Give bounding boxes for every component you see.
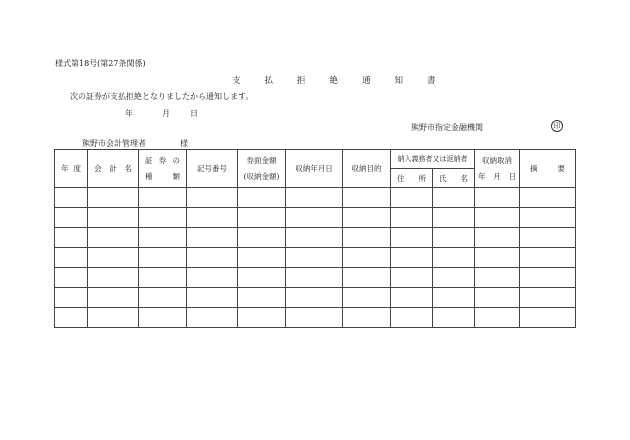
table-cell — [139, 248, 187, 268]
table-cell — [187, 228, 238, 248]
face-value-label: 券面金額 — [246, 156, 277, 165]
table-cell — [286, 308, 343, 328]
table-cell — [88, 188, 139, 208]
table-cell — [187, 248, 238, 268]
table-cell — [343, 288, 391, 308]
header-char: 名 — [124, 164, 132, 173]
table-cell — [433, 208, 475, 228]
table-cell — [475, 248, 520, 268]
seal-mark: 印 — [551, 120, 563, 132]
header-char: 氏 — [439, 173, 447, 183]
table-cell — [475, 268, 520, 288]
table-cell — [475, 208, 520, 228]
table-cell — [433, 228, 475, 248]
receipt-amount-label: (収納金額) — [243, 172, 280, 181]
header-payer: 納入義務者又は返納者 — [391, 150, 475, 169]
header-char: の — [172, 156, 180, 165]
table-cell — [391, 268, 433, 288]
table-cell — [433, 288, 475, 308]
table-cell — [187, 308, 238, 328]
issuer-name: 熊野市指定金融機関 — [411, 123, 483, 132]
table-cell — [520, 188, 576, 208]
recipient — [82, 138, 188, 149]
header-year — [55, 150, 88, 188]
table-cell — [343, 268, 391, 288]
table-row — [55, 248, 576, 268]
table-cell — [391, 248, 433, 268]
table-cell — [520, 208, 576, 228]
table-cell — [475, 308, 520, 328]
table-cell — [139, 208, 187, 228]
date-day-label: 日 — [190, 109, 198, 118]
table-cell — [433, 268, 475, 288]
table-row — [55, 308, 576, 328]
header-char: 要 — [557, 164, 565, 173]
document-title: 支払拒絶通知書 — [232, 76, 460, 86]
header-char: 年 — [478, 172, 486, 181]
header-char: 証 — [145, 156, 153, 165]
header-face-value — [238, 150, 286, 188]
table-cell — [238, 208, 286, 228]
table-cell — [391, 308, 433, 328]
table-cell — [187, 268, 238, 288]
header-payer-address — [391, 169, 433, 188]
table-cell — [433, 248, 475, 268]
table-cell — [187, 188, 238, 208]
header-account — [88, 150, 139, 188]
table-cell — [391, 208, 433, 228]
notice-table — [54, 149, 576, 328]
table-cell — [520, 288, 576, 308]
table-cell — [475, 228, 520, 248]
table-cell — [343, 308, 391, 328]
table-cell — [88, 228, 139, 248]
form-number: 様式第18号(第27条関係) — [55, 59, 146, 68]
recipient-name: 熊野市会計管理者 — [82, 139, 146, 148]
header-char: 券 — [158, 156, 167, 165]
header-char: 計 — [109, 164, 117, 173]
table-cell — [391, 288, 433, 308]
table-cell — [238, 248, 286, 268]
intro-text: 次の証券が支払拒絶となりましたから通知します。 — [70, 92, 254, 101]
table-cell — [343, 208, 391, 228]
header-char: 日 — [508, 172, 516, 181]
table-cell — [286, 208, 343, 228]
header-char: 月 — [493, 172, 501, 181]
table-row — [55, 228, 576, 248]
header-char: 所 — [418, 173, 426, 183]
table-cell — [55, 308, 88, 328]
table-cell — [139, 268, 187, 288]
table-row — [55, 188, 576, 208]
table-cell — [139, 228, 187, 248]
header-cancel — [475, 150, 520, 188]
date-year-label: 年 — [125, 109, 133, 118]
header-char: 摘 — [530, 164, 538, 173]
table-cell — [55, 188, 88, 208]
table-cell — [475, 288, 520, 308]
table-cell — [520, 308, 576, 328]
table-cell — [520, 268, 576, 288]
table-cell — [139, 308, 187, 328]
table-cell — [391, 228, 433, 248]
header-security-type — [139, 150, 187, 188]
date-month-label: 月 — [162, 109, 170, 118]
header-code: 記号番号 — [187, 150, 238, 188]
table-cell — [55, 288, 88, 308]
table-cell — [433, 308, 475, 328]
table-cell — [55, 208, 88, 228]
header-purpose: 収納目的 — [343, 150, 391, 188]
table-cell — [238, 308, 286, 328]
table-cell — [238, 288, 286, 308]
table-cell — [433, 188, 475, 208]
table-cell — [238, 188, 286, 208]
honorific: 様 — [180, 139, 188, 148]
table-row — [55, 268, 576, 288]
header-char: 名 — [460, 173, 468, 183]
table-cell — [286, 288, 343, 308]
table-cell — [343, 248, 391, 268]
table-cell — [187, 288, 238, 308]
table-cell — [520, 228, 576, 248]
table-cell — [88, 268, 139, 288]
header-char: 会 — [94, 164, 102, 173]
table-cell — [88, 208, 139, 228]
header-receipt-date: 収納年月日 — [286, 150, 343, 188]
header-char: 種 — [145, 172, 153, 181]
cancel-label: 収納取消 — [482, 156, 512, 165]
table-cell — [391, 188, 433, 208]
table-cell — [286, 248, 343, 268]
table-cell — [139, 288, 187, 308]
header-char: 住 — [397, 173, 405, 183]
table-cell — [88, 308, 139, 328]
table-row — [55, 208, 576, 228]
table-cell — [55, 228, 88, 248]
table-cell — [286, 268, 343, 288]
header-remarks — [520, 150, 576, 188]
table-cell — [238, 228, 286, 248]
table-cell — [88, 288, 139, 308]
table-row — [55, 288, 576, 308]
table-cell — [139, 188, 187, 208]
issue-date — [125, 108, 198, 119]
table-cell — [520, 248, 576, 268]
table-cell — [286, 228, 343, 248]
table-cell — [343, 188, 391, 208]
table-cell — [55, 268, 88, 288]
table-cell — [286, 188, 343, 208]
header-payer-name — [433, 169, 475, 188]
table-cell — [187, 208, 238, 228]
header-char: 度 — [73, 164, 81, 173]
table-cell — [88, 248, 139, 268]
table-cell — [475, 188, 520, 208]
table-cell — [343, 228, 391, 248]
table-cell — [55, 248, 88, 268]
header-char: 類 — [172, 172, 180, 181]
header-char: 年 — [61, 164, 69, 173]
table-cell — [238, 268, 286, 288]
